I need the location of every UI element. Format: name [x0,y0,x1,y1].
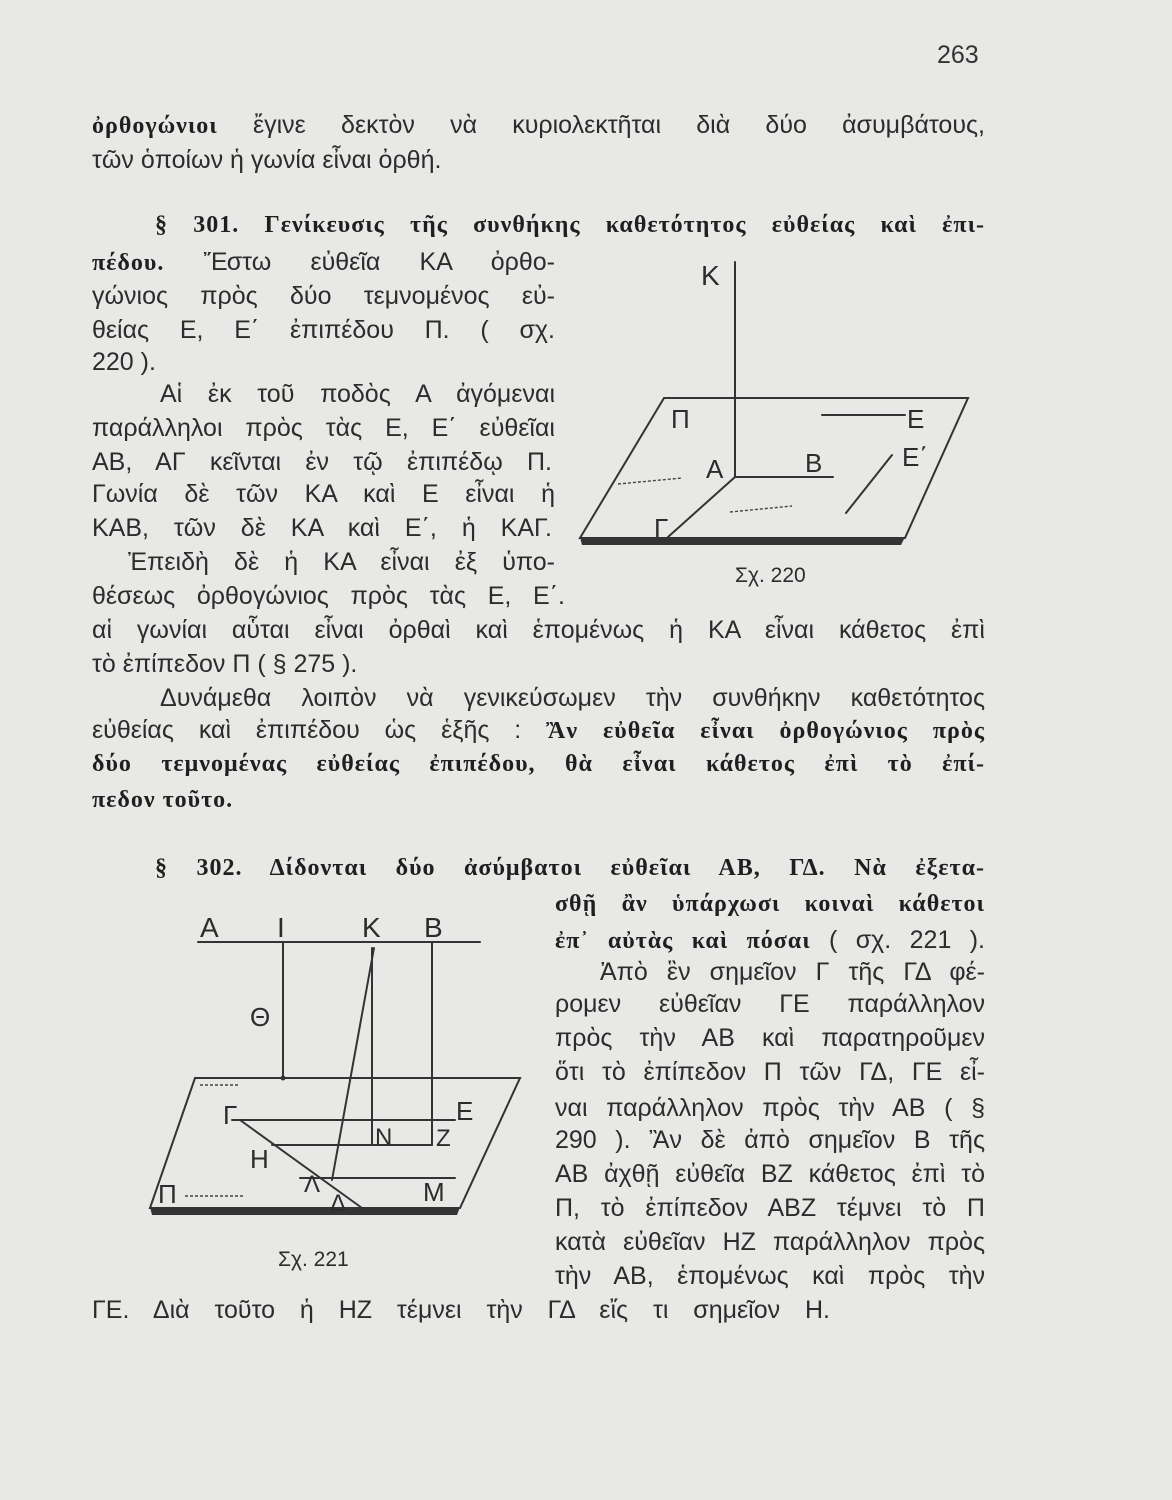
intro-line-2: τῶν ὁποίων ἡ γωνία εἶναι ὀρθή. [92,146,442,174]
figure-220 [560,240,990,600]
intro-bold-term: ὀρθογώνιοι [92,113,218,139]
label-m: Μ [423,1177,445,1207]
label-e: Ε [456,1096,474,1126]
label-l: Λ [304,1171,321,1198]
line-ag [668,477,735,537]
s301-line-13: τὸ ἐπίπεδον Π ( § 275 ). [92,650,358,678]
s302-line-9: κατὰ εὐθεῖαν ΗΖ παράλληλον πρὸς [555,1228,985,1256]
s302-line-6: 290 ). Ἂν δὲ ἀπὸ σημεῖον Β τῆς [555,1126,985,1154]
s301-theorem-2: δύο τεμνομένας εὐθείας ἐπιπέδου, θὰ εἶναι κάθετος ἐπὶ τὸ ἐπί- [92,751,985,777]
label-e-prime: Ε΄ [902,442,928,472]
figure-221 [140,905,540,1285]
s302-figure-ref: ( σχ. 221 ). [829,926,985,954]
label-a: Α [706,454,724,484]
intro-line-1 [92,110,985,140]
plane-p-thickness [580,537,905,545]
s302-line-5: ναι παράλληλον πρὸς τὴν ΑΒ ( § [555,1094,985,1122]
s301-line-6: παράλληλοι πρὸς τὰς Ε, Ε΄ εὐθεῖαι [92,414,555,442]
label-theta: Θ [250,1002,271,1032]
s301-title-end: πέδου. [92,250,165,276]
line-e-prime [846,455,892,513]
s301-line-7: ΑΒ, ΑΓ κεῖνται ἐν τῷ ἐπιπέδῳ Π. [92,448,552,476]
s301-theorem-1: Ἂν εὐθεῖα εἶναι ὀρθογώνιος πρὸς [546,718,985,744]
s301-line-11: θέσεως ὀρθογώνιος πρὸς τὰς Ε, Ε΄. [92,582,565,610]
label-k: Κ [701,260,720,291]
plane-shading-2 [730,506,792,512]
intro-line-1-text: ἔγινε δεκτὸν νὰ κυριολεκτῆται διὰ δύο ἀσυμβάτους, [252,111,985,139]
plane-p-thickness [150,1207,460,1215]
label-p: Π [671,404,690,434]
s302-title-cont: σθῇ ἂν ὑπάρχωσι κοιναὶ κάθετοι [555,891,985,917]
s302-line-7: ΑΒ ἀχθῇ εὐθεῖα ΒΖ κάθετος ἐπὶ τὸ [555,1160,985,1188]
s301-line-10: Ἐπειδὴ δὲ ἡ ΚΑ εἶναι ἐξ ὑπο- [128,548,555,576]
label-h: Η [250,1144,269,1174]
label-z: Ζ [436,1125,451,1152]
s301-line-3: θείας Ε, Ε΄ ἐπιπέδου Π. ( σχ. [92,316,555,344]
s301-line-5: Αἱ ἐκ τοῦ ποδὸς Α ἀγόμεναι [160,380,555,408]
s302-title: § 302. Δίδονται δύο ἀσύμβατοι εὐθεῖαι ΑΒ, ΓΔ. Νὰ ἐξετα- [155,855,985,881]
s302-line-2: ρομεν εὐθεῖαν ΓΕ παράλληλον [555,990,985,1018]
s302-line-8: Π, τὸ ἐπίπεδον ΑΒΖ τέμνει τὸ Π [555,1194,985,1222]
s301-line-14: Δυνάμεθα λοιπὸν νὰ γενικεύσωμεν τὴν συνθήκην καθετότητος [160,684,985,712]
s302-line-4: ὅτι τὸ ἐπίπεδον Π τῶν ΓΔ, ΓΕ εἶ- [555,1058,985,1086]
s302-line-3: πρὸς τὴν ΑΒ καὶ παρατηροῦμεν [555,1024,985,1052]
label-k: Κ [362,912,381,943]
s302-line-1: Ἀπὸ ἓν σημεῖον Γ τῆς ΓΔ φέ- [600,958,985,986]
s301-line-15-text: εὐθείας καὶ ἐπιπέδου ὡς ἑξῆς : [92,716,522,744]
s302-line-11: ΓΕ. Διὰ τοῦτο ἡ ΗΖ τέμνει τὴν ΓΔ εἴς τι σημεῖον Η. [92,1296,830,1324]
s301-theorem-3: πεδον τοῦτο. [92,787,234,813]
figure-221-caption: Σχ. 221 [278,1248,349,1271]
label-n: Ν [375,1124,393,1151]
s301-line-8: Γωνία δὲ τῶν ΚΑ καὶ Ε εἶναι ἡ [92,480,555,508]
plane-shading-1 [618,478,682,484]
page-number: 263 [937,41,979,69]
figure-220-caption: Σχ. 220 [735,564,806,587]
label-b: Β [805,448,823,478]
s301-line-12: αἱ γωνίαι αὗται εἶναι ὀρθαὶ καὶ ἑπομένως ἡ ΚΑ εἶναι κάθετος ἐπὶ [92,616,985,644]
label-b: Β [424,912,443,943]
label-g: Γ [654,513,669,543]
label-i: Ι [277,912,285,943]
s301-line-2: γώνιος πρὸς δύο τεμνομένος εὐ- [92,282,555,310]
s301-line-4: 220 ). [92,348,156,376]
label-g: Γ [223,1100,238,1130]
s302-line-10: τὴν ΑΒ, ἑπομένως καὶ πρὸς τὴν [555,1262,985,1290]
s301-line-15 [92,715,985,745]
s301-title: § 301. Γενίκευσις τῆς συνθήκης καθετότητος εὐθείας καὶ ἐπι- [155,212,985,238]
s302-title-end: ἐπ᾽ αὐτὰς καὶ πόσαι [555,928,811,954]
s301-line-1 [92,247,555,277]
s302-title-end-line [555,925,985,955]
label-p: Π [158,1179,177,1209]
label-d: Δ [330,1190,347,1217]
s301-line-9: ΚΑΒ, τῶν δὲ ΚΑ καὶ Ε΄, ἡ ΚΑΓ. [92,514,552,542]
s301-line-1-text: Ἔστω εὐθεῖα ΚΑ ὀρθο- [203,248,555,276]
label-e: Ε [907,404,925,434]
label-a: Α [200,912,219,943]
